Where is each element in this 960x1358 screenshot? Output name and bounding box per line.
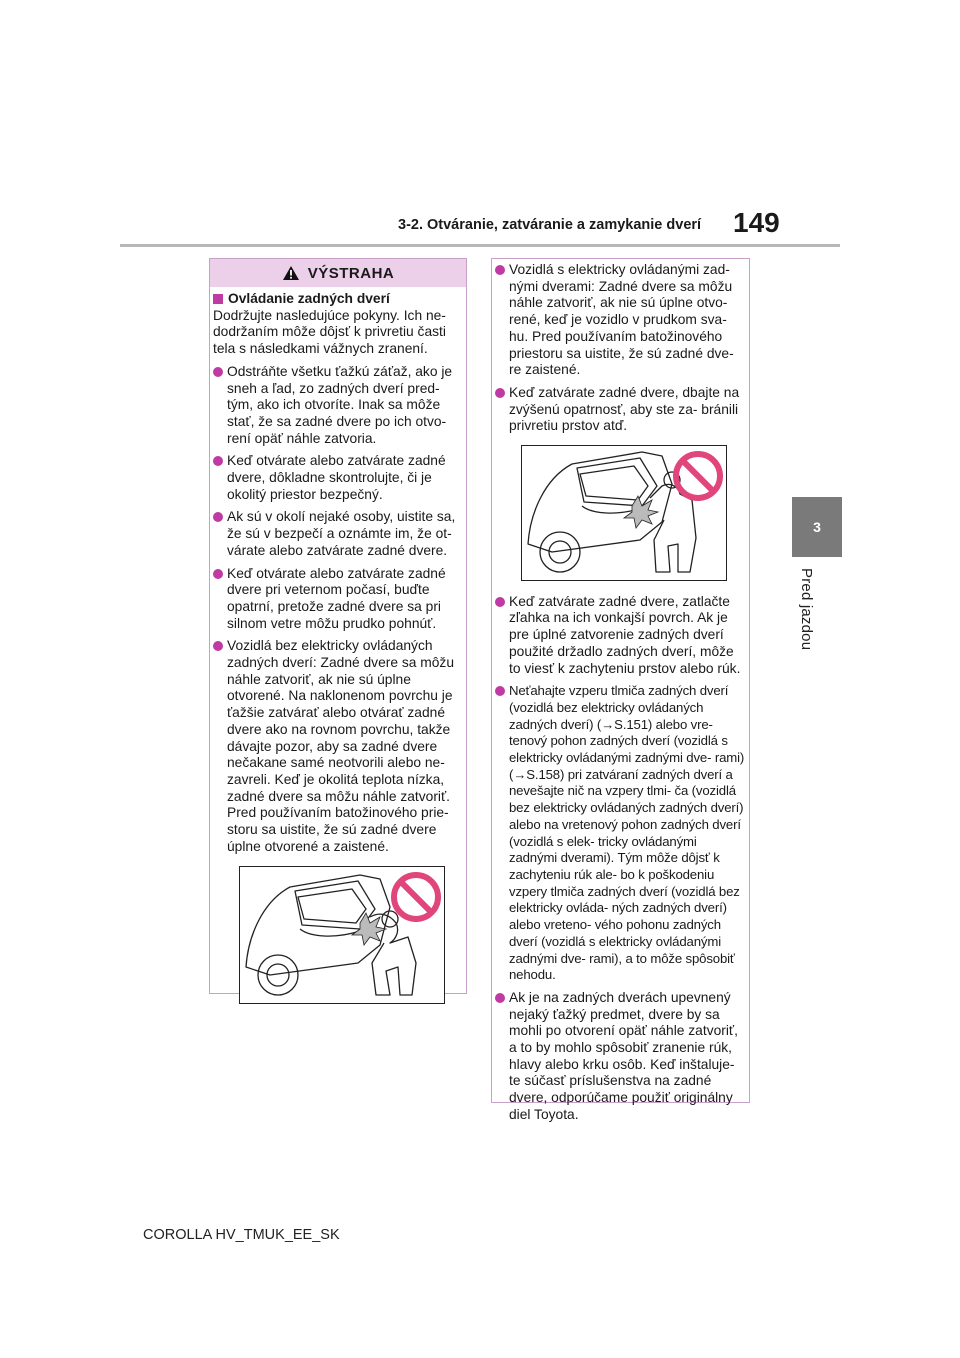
section-title: 3-2. Otváranie, zatváranie a zamykanie dverí [398,217,702,233]
list-item [213,453,462,503]
bullet-dot-icon [213,456,223,466]
list-item [495,683,745,984]
list-item-text: Ak je na zadných dverách upevnený nejaký ťažký predmet, dvere by sa mohli po otvorení opäť náhle zatvoriť, a to by mohlo spôsobiť zranenie rúk, hlavy alebo krku osôb. Keď inštaluje- te súčasť príslušenstva na zadné dvere, odporúčame použiť originálny diel Toyota. [509,989,738,1122]
section-heading [213,291,462,308]
header-divider [120,244,840,247]
warning-continuation-box [491,258,750,1122]
bullet-dot-icon [213,641,223,651]
bullet-dot-icon [213,367,223,377]
warning-content [210,287,466,1016]
list-item-text: Keď otvárate alebo zatvárate zadné dvere pri veternom počasí, buďte opatrní, pretože zadné dvere sa pri silnom vetre môžu prudko pohnúť. [227,565,446,631]
list-item [495,990,745,1124]
illustration-fingers-caught-in-tailgate [521,445,727,581]
warning-box [209,258,467,994]
illustration-tailgate-closing-on-head [239,866,445,1004]
bullet-dot-icon [495,686,505,696]
warning-triangle-icon [282,265,300,281]
list-item-text: Keď zatvárate zadné dvere, zatlačte zľahka na ich vonkajší povrch. Ak je pre úplné zatvorenie zadných dverí použité držadlo zadných dverí, môže to viesť k zachyteniu prstov alebo rúk. [509,593,741,676]
continuation-content [492,259,749,1124]
bullet-dot-icon [495,388,505,398]
bullet-dot-icon [495,597,505,607]
bullet-dot-icon [495,265,505,275]
warning-title: VÝSTRAHA [307,264,395,282]
intro-paragraph: Dodržujte nasledujúce pokyny. Ich ne- dodržaním môže dôjsť k privretiu časti tela s následkami vážnych zranení. [213,307,446,357]
list-item-text: Vozidlá s elektricky ovládanými zad- nými dverami: Zadné dvere sa môžu náhle zatvoriť, ak nie sú úplne otvo- rené, keď je vozidlo v prudkom sva- hu. Pred používaním batožinového priestoru sa uistite, že sú zadné dve- re zaistené. [509,262,734,378]
list-item [495,594,745,678]
list-item-text: Keď otvárate alebo zatvárate zadné dvere, dôkladne skontrolujte, či je okolitý priestor bezpečný. [227,453,446,502]
list-item-text: Keď zatvárate zadné dvere, dbajte na zvýšenú opatrnosť, aby ste za- bránili privretiu prstov atď. [509,384,740,434]
chapter-tab [792,497,842,557]
bullet-dot-icon [495,993,505,1003]
prohibition-icon [676,454,720,498]
list-item-text: Ak sú v okolí nejaké osoby, uistite sa, že sú v bezpečí a oznámte im, že ot- várate alebo zatvárate zadné dvere. [227,509,456,558]
list-item [213,364,462,448]
chapter-number: 3 [813,519,821,535]
warning-header [210,259,466,287]
footer-model-code: COROLLA HV_TMUK_EE_SK [143,1227,340,1243]
page-number: 149 [733,207,780,238]
section-heading-text: Ovládanie zadných dverí [228,291,390,306]
list-item [495,385,745,435]
bullet-dot-icon [213,569,223,579]
list-item [213,566,462,633]
list-item-text: Odstráňte všetku ťažkú záťaž, ako je sneh a ľad, zo zadných dverí pred- tým, ako ich otvoríte. Inak sa môže stať, že sa zadné dvere po ich otvo- rení opäť náhle zatvoria. [227,363,453,446]
prohibition-icon [394,875,438,919]
list-item [213,509,462,559]
bullet-dot-icon [213,512,223,522]
square-bullet-icon [213,294,223,304]
list-item-text: Vozidlá bez elektricky ovládaných zadných dverí: Zadné dvere sa môžu náhle zatvoriť, ak nie sú úplne otvorené. Na naklonenom povrchu je ťažšie zatvárať alebo otvárať zadné dvere ako na rovnom povrchu, takže dávajte pozor, aby sa zadné dvere nečakane samé neotvorili alebo ne- zavreli. Keď je okolitá teplota nízka, zadné dvere sa môžu náhle zatvoriť. Pred používaním batožinového prie- storu sa uistite, že sú zadné dvere úplne otvorené a zaistené. [227,638,455,854]
list-item-text: Neťahajte vzperu tlmiča zadných dverí (vozidlá bez elektricky ovládaných zadných dverí) (→S.151) alebo vre- tenový pohon zadných dverí (vozidlá s elektricky ovládanými zadnými dve- rami) (→S.158) pri zatváraní zadných dverí a nevešajte nič na vzpery tlmi- ča (vozidlá bez elektricky ovládaných zadných dverí) alebo na vretenový pohon zadných dverí (vozidlá s elek- tricky ovládanými zadnými dverami). Tým môže dôjsť k zachyteniu rúk ale- bo k poškodeniu vzpery tlmiča zadných dverí (vozidlá bez elektricky ovláda- ných zadných dverí) alebo vreteno- vého pohonu zadných dverí (vozidlá s elektricky ovládanými zadnými dve- rami), a to môže spôsobiť nehodu. [509,683,745,983]
list-item [495,262,745,379]
chapter-label: Pred jazdou [798,568,815,651]
list-item [213,638,462,855]
